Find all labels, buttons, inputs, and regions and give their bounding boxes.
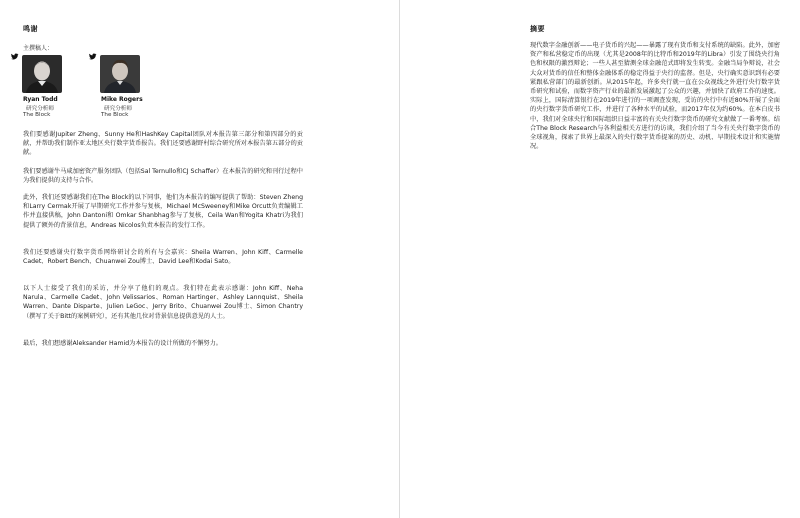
author-org: The Block [101, 112, 129, 118]
author-photo [100, 55, 140, 93]
author-name: Mike Rogers [101, 96, 143, 103]
acknowledgement-paragraph: 我们要感谢牛马咸加密资产服务团队（包括Sal Ternullo和CJ Schaffer）在本报告的研究和刊行过程中为我们提供的支持与合作。 [23, 168, 303, 185]
author-role: 研究分析师 [26, 106, 54, 112]
summary-heading: 摘要 [530, 25, 545, 33]
acknowledgement-paragraph: 最后，我们想感谢Aleksander Hamid为本报告的设计所做的不懈努力。 [23, 340, 222, 347]
acknowledgement-paragraph: 我们还要感谢央行数字货币网络研讨会的所有与会嘉宾：Sheila Warren、John Kiff、Carmelle Cadet、Robert Bench、Chuanwei Zou博士、David Lee和Kodai Sato。 [23, 249, 303, 266]
author-role: 研究分析师 [104, 106, 132, 112]
author-org: The Block [23, 112, 51, 118]
summary-paragraph: 现代数字金融创新——电子货币的兴起——暴露了现有货币和支付系统的缺陷。此外，加密资产和私营稳定币的出现（尤其是2008年的比特币和2019年的Libra）引发了围绕央行角色和权限的激烈辩论；一些人甚至猜测全球金融范式即将发生转变。金融当局争辩说，社会大众对货币的信任和整体金融体系的稳定得益于央行的监督。但是，央行确实意识到有必要紧跟私营部门的最新创新。从2015年起，许多央行就一直在公众视线之外进行央行数字货币研究和试验，而数字资产行业的最新发展激起了公众的兴趣，并加快了政府工作的速度。实际上，国际清算银行在2019年进行的一项调查发现，受访的央行中有近80%开展了全面的央行数字货币研究工作，并进行了各种水平的试验，而2017年仅为约60%。在本白皮书中，我们对全球央行和国际组织日益丰富的有关央行数字货币的研究文献做了一番考察。结合The Block Research与各利益相关方进行的访谈，我们介绍了当今有关央行数字货币的全球视角，探索了世界上最深入的央行数字货币提案的历史、动机、早期技术设计和实施情况。 [530, 42, 780, 151]
twitter-icon[interactable] [88, 52, 98, 66]
acknowledgement-paragraph: 此外，我们还要感谢我们在The Block的以下同事，他们为本报告的编写提供了帮助：Steven Zheng和Larry Cermak开展了早期研究工作并参与复核，Michael McSweeney和Mike Orcutt负责编辑工作并直接供稿，John Dantoni和 Omkar Shanbhag参与了复核，Ceila Wan和Yogita Khatri为我们提供了额外的背景信息，Andreas Nicolos负责本报告的发行工作。 [23, 194, 303, 229]
twitter-icon[interactable] [10, 52, 20, 66]
acknowledgements-heading: 鸣谢 [23, 25, 38, 33]
authors-block [10, 52, 160, 122]
authors-label: 主撰稿人： [23, 45, 54, 52]
acknowledgement-paragraph: 以下人士接受了我们的采访，并分享了他们的观点。我们特在此表示感谢：John Kiff、Neha Narula、Carmelle Cadet、John Velissarios、Roman Hartinger、Ashley Lannquist、Sheila Warren、Dante Disparte、Julien LeGoc、Jerry Brito、Chuanwei Zou博士、Simon Chantry（撰写了关于Bitt的案例研究），还有其他几位对背景信息提供意见的人士。 [23, 285, 303, 320]
author-photo [22, 55, 62, 93]
left-page [0, 0, 399, 518]
acknowledgement-paragraph: 我们要感谢Jupiter Zheng、Sunny He和HashKey Capital团队对本报告第三部分和第四部分的贡献，并帮助我们制作亚太地区央行数字货币报告。我们还要感谢野村综合研究所对本报告第五部分的贡献。 [23, 131, 303, 157]
author-name: Ryan Todd [23, 96, 58, 103]
